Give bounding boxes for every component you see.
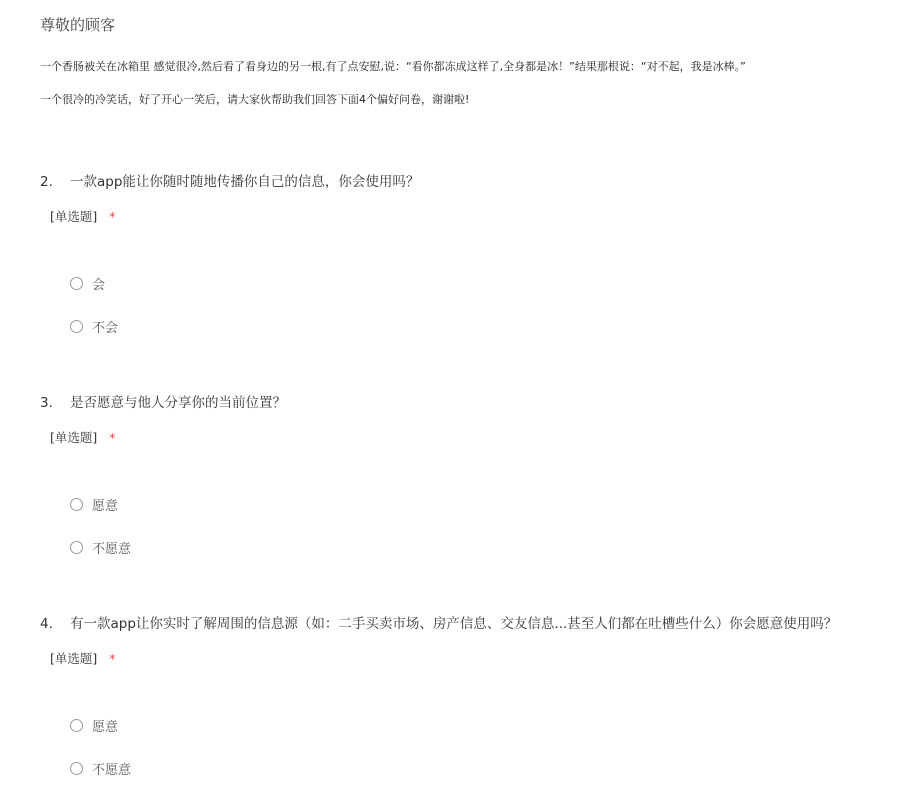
option-hui[interactable]: [70, 274, 105, 293]
option-yuanyi[interactable]: [70, 495, 118, 514]
question-type-label: [50, 428, 890, 446]
required-asterisk: *: [109, 209, 116, 224]
required-asterisk: *: [109, 430, 116, 445]
radio-button[interactable]: [70, 498, 83, 511]
question-type-label: [50, 649, 890, 667]
question-2: [40, 170, 890, 336]
option-buyuanyi[interactable]: [70, 759, 131, 778]
option-label: 不愿意: [92, 763, 132, 778]
radio-button[interactable]: [70, 541, 83, 554]
radio-button[interactable]: [70, 762, 83, 775]
question-type: [单选题]: [50, 651, 98, 666]
question-3: [40, 391, 890, 557]
question-title: [40, 170, 890, 190]
radio-button[interactable]: [70, 320, 83, 333]
option-label: 愿意: [92, 720, 119, 735]
question-title: [40, 612, 890, 632]
question-title: [40, 391, 890, 411]
question-number: 4.: [40, 616, 53, 632]
intro-text-line-2: 一个很冷的冷笑话，好了开心一笑后，请大家伙帮助我们回答下面4个偏好问卷，谢谢啦!: [40, 93, 470, 106]
greeting-title: 尊敬的顾客: [40, 16, 116, 34]
question-text: 是否愿意与他人分享你的当前位置？: [70, 395, 286, 411]
radio-button[interactable]: [70, 277, 83, 290]
question-type: [单选题]: [50, 430, 98, 445]
radio-button[interactable]: [70, 719, 83, 732]
option-buhui[interactable]: [70, 317, 118, 336]
option-label: 不会: [92, 321, 119, 336]
question-text: 有一款app让你实时了解周围的信息源（如：二手买卖市场、房产信息、交友信息...甚至人们都在吐槽些什么）你会愿意使用吗？: [70, 616, 838, 632]
option-yuanyi[interactable]: [70, 716, 118, 735]
question-number: 2.: [40, 174, 53, 190]
option-label: 愿意: [92, 499, 119, 514]
intro-text-line-1: 一个香肠被关在冰箱里 感觉很冷,然后看了看身边的另一根,有了点安慰,说：“看你都冻成这样了,全身都是冰！”结果那根说：“对不起，我是冰棒。”: [40, 60, 746, 73]
option-label: 不愿意: [92, 542, 132, 557]
option-buyuanyi[interactable]: [70, 538, 131, 557]
question-type: [单选题]: [50, 209, 98, 224]
question-text: 一款app能让你随时随地传播你自己的信息，你会使用吗？: [70, 174, 420, 190]
option-label: 会: [92, 278, 106, 293]
question-4: [40, 612, 890, 778]
question-number: 3.: [40, 395, 53, 411]
required-asterisk: *: [109, 651, 116, 666]
question-type-label: [50, 207, 890, 225]
